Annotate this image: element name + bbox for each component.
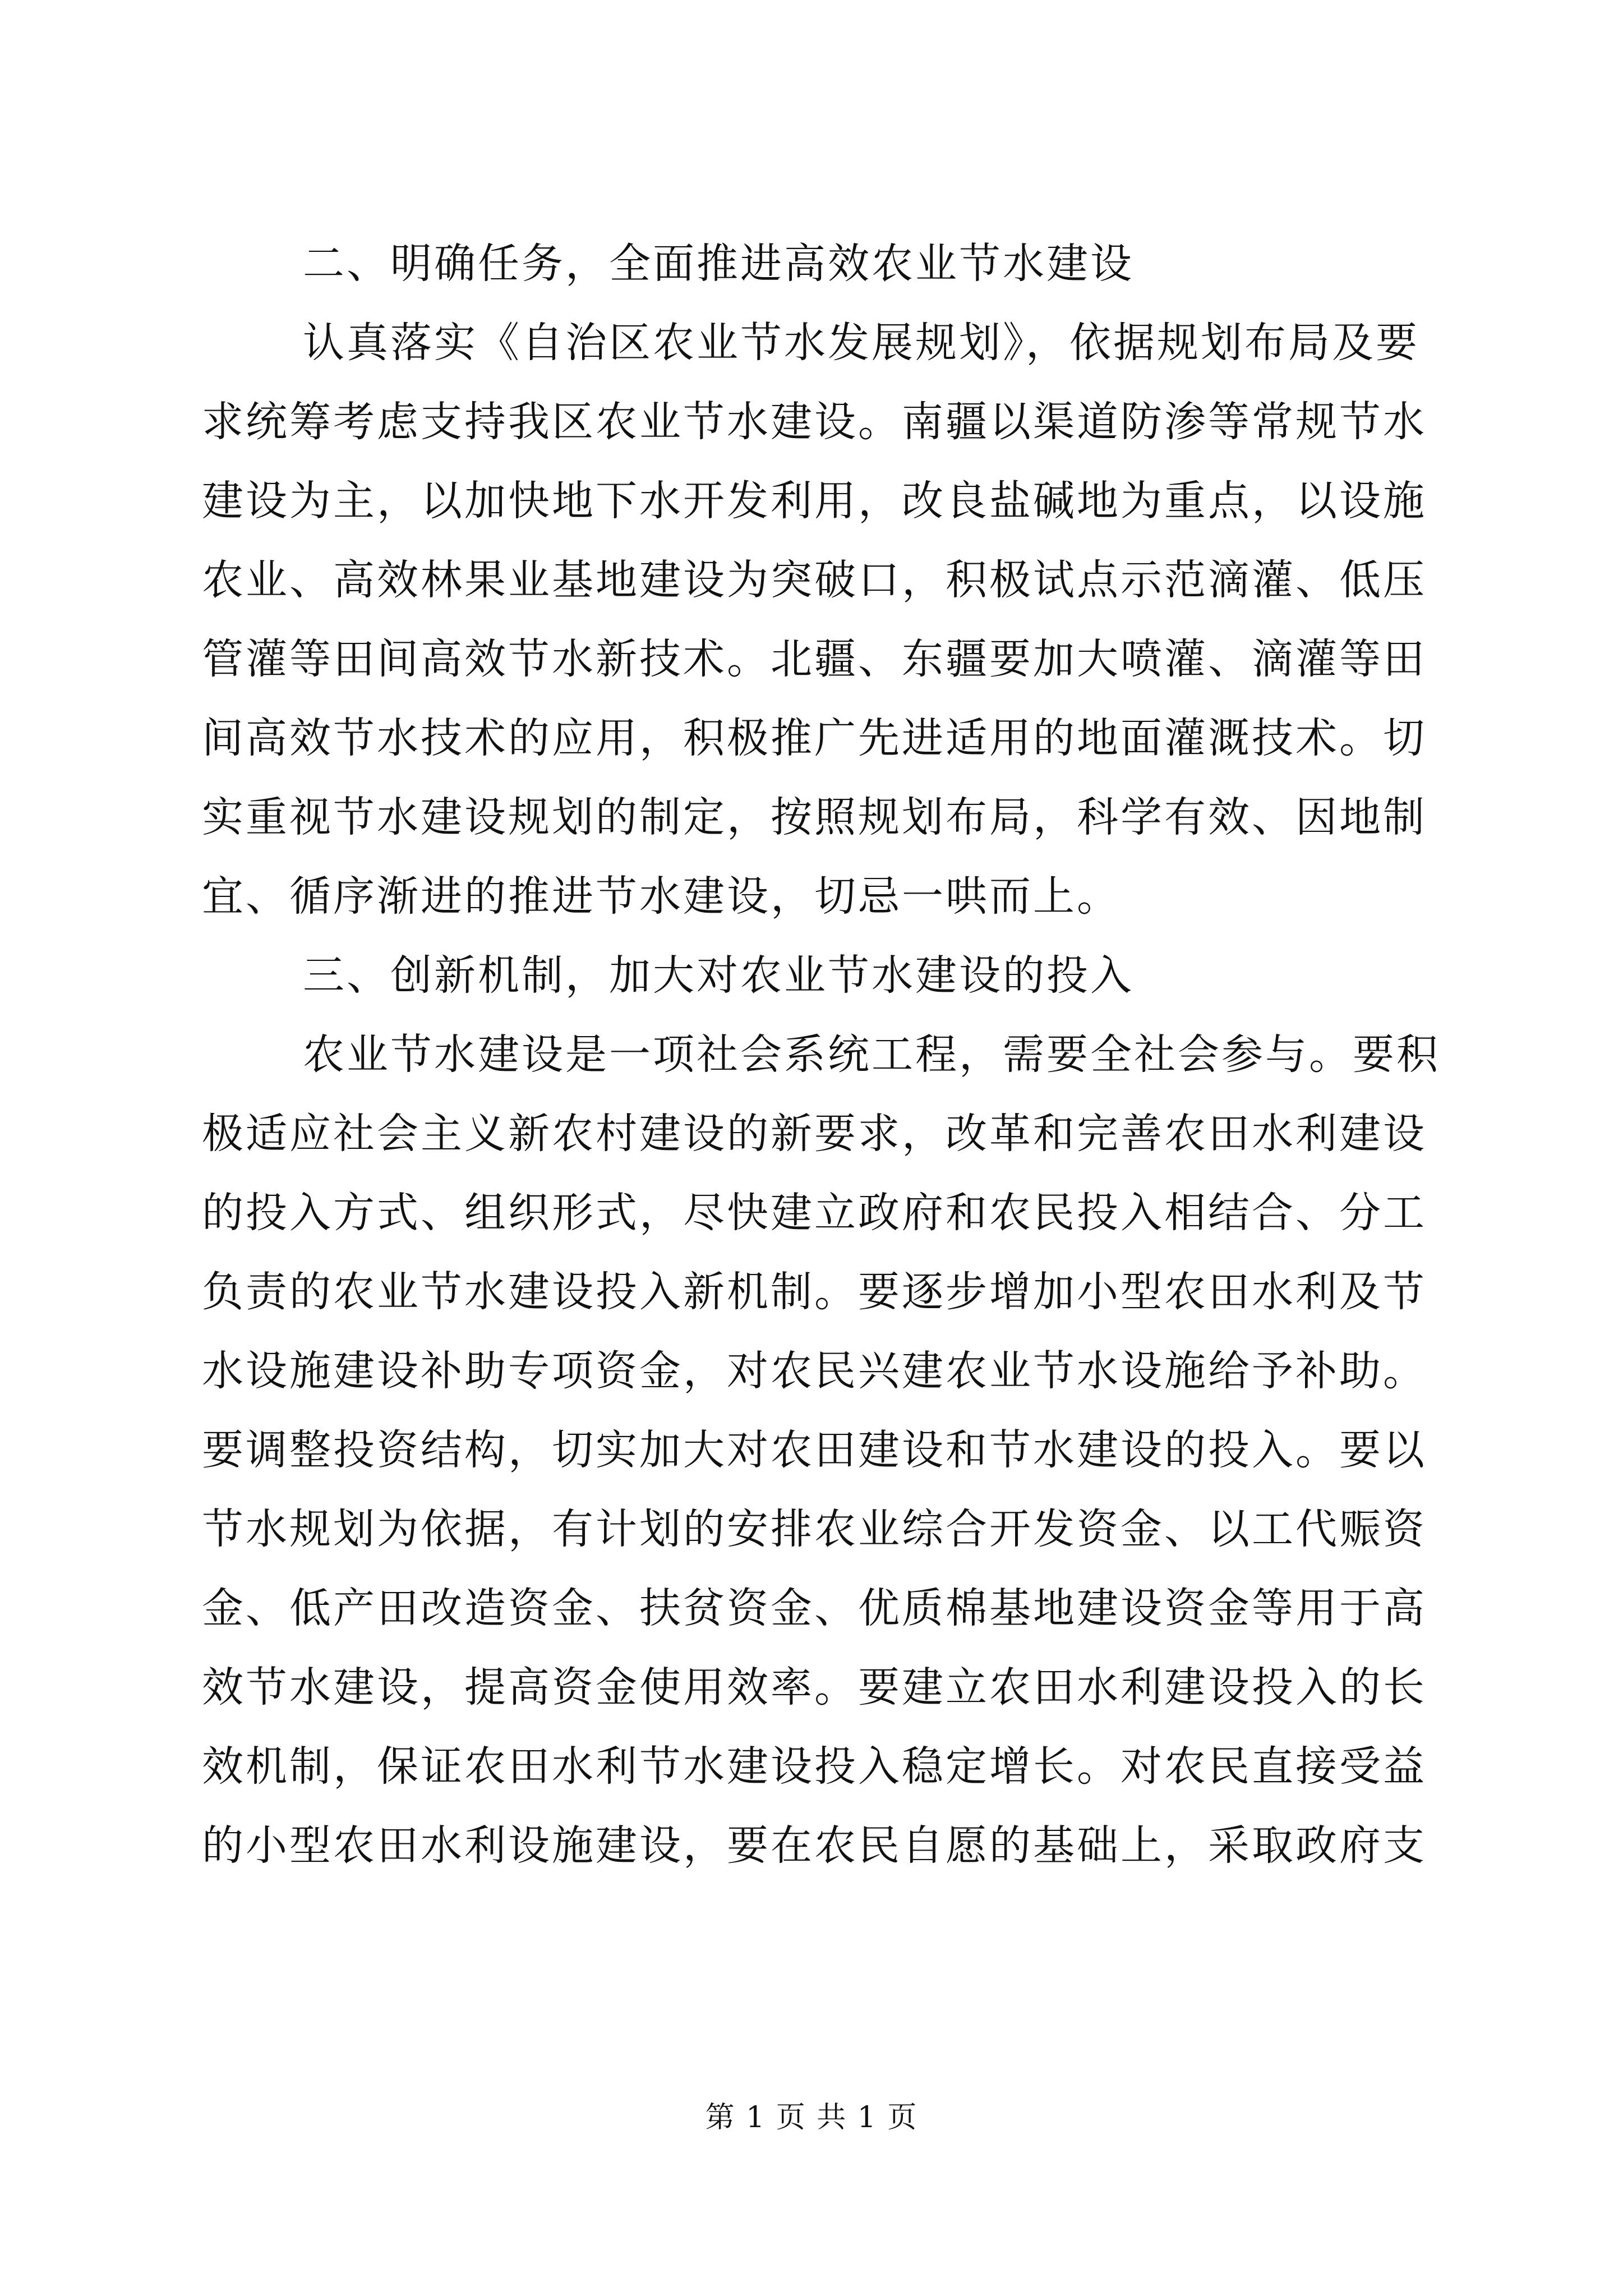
paragraph-line: 水设施建设补助专项资金，对农民兴建农业节水设施给予补助。 (202, 1347, 1427, 1395)
section-heading-2: 二、明确任务，全面推进高效农业节水建设 (303, 240, 1134, 288)
paragraph-line: 要调整投资结构，切实加大对农田建设和节水建设的投入。要以 (202, 1426, 1427, 1474)
document-body (202, 224, 1440, 1885)
paragraph-line: 负责的农业节水建设投入新机制。要逐步增加小型农田水利及节 (202, 1268, 1427, 1316)
paragraph-line: 建设为主，以加快地下水开发利用，改良盐碱地为重点，以设施 (202, 477, 1427, 525)
paragraph-line: 极适应社会主义新农村建设的新要求，改革和完善农田水利建设 (202, 1110, 1427, 1158)
paragraph-line: 效节水建设，提高资金使用效率。要建立农田水利建设投入的长 (202, 1663, 1427, 1711)
paragraph-line: 农业节水建设是一项社会系统工程，需要全社会参与。要积 (303, 1030, 1440, 1079)
paragraph-line: 管灌等田间高效节水新技术。北疆、东疆要加大喷灌、滴灌等田 (202, 635, 1427, 683)
paragraph-line: 金、低产田改造资金、扶贫资金、优质棉基地建设资金等用于高 (202, 1584, 1427, 1632)
paragraph-line: 的小型农田水利设施建设，要在农民自愿的基础上，采取政府支 (202, 1821, 1427, 1870)
paragraph-line: 认真落实《自治区农业节水发展规划》，依据规划布局及要 (303, 319, 1419, 367)
paragraph-line: 实重视节水建设规划的制定，按照规划布局，科学有效、因地制 (202, 793, 1427, 841)
paragraph-line: 宜、循序渐进的推进节水建设，切忌一哄而上。 (202, 872, 1121, 921)
paragraph-line: 求统筹考虑支持我区农业节水建设。南疆以渠道防渗等常规节水 (202, 398, 1427, 446)
paragraph-line: 效机制，保证农田水利节水建设投入稳定增长。对农民直接受益 (202, 1742, 1427, 1791)
paragraph-line: 的投入方式、组织形式，尽快建立政府和农民投入相结合、分工 (202, 1189, 1427, 1237)
paragraph-line: 节水规划为依据，有计划的安排农业综合开发资金、以工代赈资 (202, 1505, 1427, 1553)
section-heading-3: 三、创新机制，加大对农业节水建设的投入 (303, 951, 1134, 1000)
paragraph-line: 农业、高效林果业基地建设为突破口，积极试点示范滴灌、低压 (202, 556, 1427, 604)
page-footer: 第 1 页 共 1 页 (705, 2101, 918, 2134)
paragraph-line: 间高效节水技术的应用，积极推广先进适用的地面灌溉技术。切 (202, 714, 1427, 762)
